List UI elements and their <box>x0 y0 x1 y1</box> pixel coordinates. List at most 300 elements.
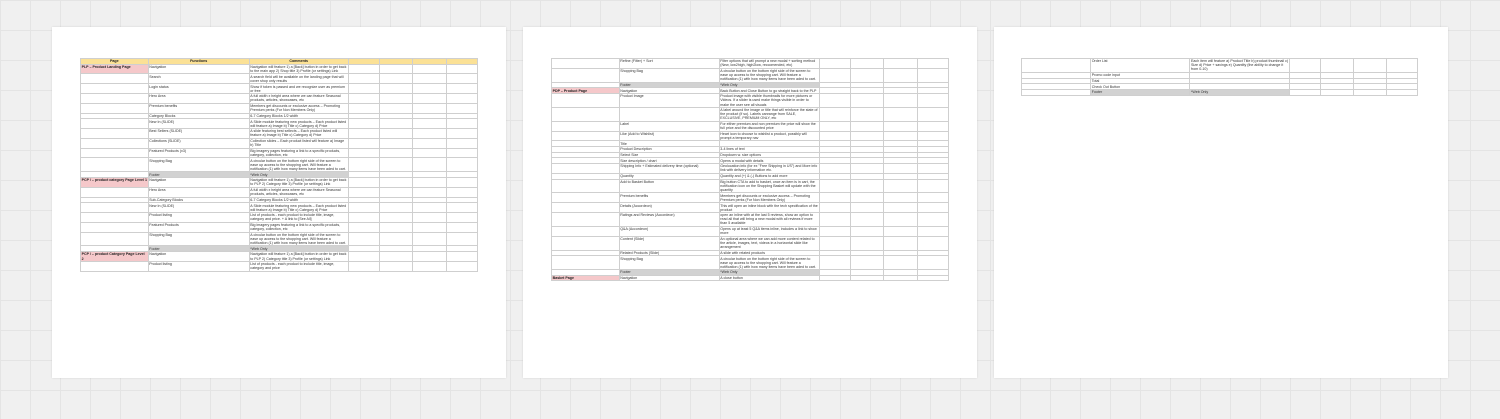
comment-cell: 3-4 lines of text <box>719 147 819 153</box>
comment-cell: Each item will feature a) Product Title b) product thumbnail c) Size d) Price + savings e) Quantity (the ability to change it from 0-10) <box>1191 59 1289 72</box>
comment-cell: List of products - each product to include title, image, category and price. + A link to [See All] <box>249 213 348 223</box>
page-cell <box>81 158 149 172</box>
empty-cell <box>819 68 850 82</box>
comment-cell: Big button CTA to add to basket, once an item is in cart, the notification icon on the Shopping Basket will update with the quantity <box>719 179 819 193</box>
empty-cell <box>819 213 850 227</box>
empty-cell <box>446 203 477 213</box>
empty-cell <box>413 74 446 84</box>
empty-cell <box>379 232 412 246</box>
empty-cell <box>379 261 412 271</box>
table-row <box>552 131 949 141</box>
sheet-page-1 <box>52 27 506 378</box>
empty-cell <box>850 107 883 121</box>
page-cell <box>1022 59 1091 73</box>
page-cell: PLP – Product Landing Page <box>81 64 149 74</box>
empty-cell <box>884 164 917 174</box>
function-cell: Order List <box>1091 59 1190 73</box>
column-header: Comments <box>249 59 348 65</box>
function-cell: Refine (Filter) + Sort <box>619 59 719 69</box>
page-cell <box>81 213 149 223</box>
page-cell <box>81 232 149 246</box>
function-cell: Shopping Bag <box>148 158 249 172</box>
spreadsheet-table <box>80 58 478 272</box>
empty-cell <box>1320 89 1353 95</box>
table-row <box>81 84 478 94</box>
empty-cell <box>850 193 883 203</box>
empty-cell <box>446 119 477 129</box>
page-cell <box>552 213 620 227</box>
table-row <box>552 107 949 121</box>
function-cell: Navigation <box>619 88 719 94</box>
empty-cell <box>413 158 446 172</box>
empty-cell <box>348 94 379 104</box>
function-cell: Size description / chart <box>619 158 719 164</box>
page-cell: PCP / – product category Page Level 1 <box>81 177 149 187</box>
empty-cell <box>884 275 917 281</box>
empty-cell <box>348 158 379 172</box>
function-cell: New In (SLIDE) <box>148 203 249 213</box>
comment-cell: A slide with related products <box>719 250 819 256</box>
table-row <box>1022 59 1418 73</box>
empty-cell <box>917 213 948 227</box>
page-cell <box>81 74 149 84</box>
empty-cell <box>413 252 446 262</box>
table-row <box>81 138 478 148</box>
page-cell <box>552 164 620 174</box>
empty-cell <box>446 261 477 271</box>
function-cell: Total <box>1091 78 1190 84</box>
function-cell: Featured Products (x3) <box>148 148 249 158</box>
empty-cell <box>819 226 850 236</box>
comment-cell: 6-7 Category Blocks 1/2 width <box>249 113 348 119</box>
function-cell: Hero Area <box>148 187 249 197</box>
empty-cell <box>446 129 477 139</box>
empty-cell <box>819 164 850 174</box>
empty-cell <box>348 119 379 129</box>
empty-cell <box>850 94 883 108</box>
spreadsheet-table <box>551 58 949 281</box>
page-cell <box>1022 89 1091 95</box>
empty-cell <box>884 256 917 270</box>
empty-cell <box>819 94 850 108</box>
empty-cell <box>379 94 412 104</box>
function-cell: Footer <box>148 246 249 252</box>
comment-cell: A search field will be available on the landing page that will cover shop only results <box>249 74 348 84</box>
function-cell: Search <box>148 74 249 84</box>
table-row <box>81 261 478 271</box>
table-row <box>552 203 949 213</box>
empty-cell <box>413 261 446 271</box>
empty-cell <box>917 275 948 281</box>
function-cell: Product listing <box>148 213 249 223</box>
table-row <box>552 256 949 270</box>
empty-cell <box>348 74 379 84</box>
empty-cell <box>819 275 850 281</box>
empty-cell <box>850 131 883 141</box>
empty-cell <box>884 59 917 69</box>
function-cell: Shopping Bag <box>619 68 719 82</box>
comment-cell: Members get discounts or exclusive access – Promoting Premium perks (For Non Members Only) <box>719 193 819 203</box>
comment-cell: Back Button and Close Button to go straight back to the PLP <box>719 88 819 94</box>
comment-cell: Quantity and (+) & (-) Buttons to add more <box>719 173 819 179</box>
empty-cell <box>413 187 446 197</box>
empty-cell <box>819 59 850 69</box>
empty-cell <box>917 68 948 82</box>
function-cell: Q&A (Accordeon) <box>619 226 719 236</box>
comment-cell: Filter options that will prompt a new modal + sorting method (New, low2high, high2low, reccomended, etc) <box>719 59 819 69</box>
comment-cell: *Web Only <box>719 270 819 276</box>
comment-cell: Geolocation info (for ex "Free Shipping in US") and More info link with delivery information etc. <box>720 164 818 173</box>
page-cell <box>552 107 620 121</box>
table-row <box>552 68 949 82</box>
function-cell: Product listing <box>148 261 249 271</box>
empty-cell <box>446 94 477 104</box>
function-cell: Promo code input <box>1091 72 1190 78</box>
empty-cell <box>379 119 412 129</box>
comment-cell: A full width x height area where we can feature Seasonal products, articles, showcases, etc <box>249 187 348 197</box>
page-cell <box>552 59 620 69</box>
function-cell: Hero Area <box>148 94 249 104</box>
comment-cell: Show if token is passed and we recognize user as premium or free <box>249 84 348 94</box>
comment-cell: *Web Only <box>249 172 348 178</box>
comment-cell: open an inline with at the last 5 reviews, show an option to read all that will bring a new modal with all reviews if more than 5 available <box>719 213 819 227</box>
comment-cell: A full width x height area where we can feature Seasonal products, articles, showcases, etc <box>249 94 348 104</box>
comment-cell: A Slide module featuring new products – Each product listed will feature a) Image b) Title c) Category d) Price <box>250 203 347 212</box>
empty-cell <box>850 256 883 270</box>
empty-cell <box>413 129 446 139</box>
comment-cell: Collection slides – Each product listed will feature a) Image b) Title <box>249 138 348 148</box>
function-cell: New In (SLIDE) <box>148 119 249 129</box>
table-row <box>81 232 478 246</box>
comment-cell: This will open an inline block with the tech specification of the product <box>720 203 818 212</box>
empty-cell <box>379 84 412 94</box>
page-cell <box>552 131 620 141</box>
table-row <box>552 236 949 250</box>
empty-cell <box>1353 89 1386 95</box>
empty-cell <box>379 213 412 223</box>
empty-cell <box>348 138 379 148</box>
table-row <box>81 158 478 172</box>
empty-cell <box>850 203 883 213</box>
empty-cell <box>917 164 948 174</box>
function-cell: Footer <box>619 82 719 88</box>
empty-cell <box>819 107 850 121</box>
comment-cell: 6-7 Category Blocks 1/2 width <box>249 197 348 203</box>
table-row <box>81 222 478 232</box>
empty-cell <box>850 236 883 250</box>
empty-cell <box>446 213 477 223</box>
table-row <box>552 213 949 227</box>
empty-cell <box>884 236 917 250</box>
empty-cell <box>850 179 883 193</box>
empty-cell <box>348 103 379 113</box>
empty-cell <box>884 107 917 121</box>
function-cell: Featured Products <box>148 222 249 232</box>
function-cell: Content (Slide) <box>619 236 719 250</box>
empty-cell <box>917 256 948 270</box>
empty-cell <box>917 226 948 236</box>
comment-cell: Opens up at least 5 Q&A items inline, includes a link to show more <box>719 226 819 236</box>
empty-cell <box>884 179 917 193</box>
table-row <box>552 179 949 193</box>
function-cell: Premium benefits <box>619 193 719 203</box>
page-cell <box>552 193 620 203</box>
page-cell <box>81 94 149 104</box>
table-row <box>81 177 478 187</box>
empty-cell <box>884 203 917 213</box>
function-cell: Like (Add to Wishlist) <box>619 131 719 141</box>
page-cell <box>81 187 149 197</box>
empty-cell <box>850 59 883 69</box>
empty-cell <box>379 222 412 232</box>
empty-cell <box>850 213 883 227</box>
empty-cell <box>379 103 412 113</box>
spreadsheet-table <box>1021 58 1418 96</box>
comment-cell: List of products - each product to include title, image, category and price <box>249 261 348 271</box>
page-cell <box>81 203 149 213</box>
table-row <box>81 103 478 113</box>
page-cell <box>81 103 149 113</box>
empty-cell <box>413 148 446 158</box>
empty-cell <box>379 138 412 148</box>
empty-cell <box>413 103 446 113</box>
empty-cell <box>1289 59 1320 73</box>
function-cell: Title <box>619 141 719 147</box>
comment-cell: A circular button on the bottom right side of the screen to ease up access to the shopping cart. Will feature a notification (1) with how many items have been aded to cart. <box>719 256 819 270</box>
empty-cell <box>379 148 412 158</box>
empty-cell <box>379 187 412 197</box>
table-row <box>1022 89 1418 95</box>
empty-cell <box>884 68 917 82</box>
empty-cell <box>1386 59 1417 73</box>
empty-cell <box>917 121 948 131</box>
empty-cell <box>884 131 917 141</box>
empty-cell <box>917 236 948 250</box>
empty-cell <box>446 177 477 187</box>
empty-cell <box>413 222 446 232</box>
comment-cell: *Web Only <box>1190 89 1289 95</box>
empty-cell <box>917 179 948 193</box>
page-cell: PCP / – product Category Page Level 2 <box>81 252 149 262</box>
empty-cell <box>850 275 883 281</box>
table-row <box>552 193 949 203</box>
function-cell <box>619 107 719 121</box>
empty-cell <box>850 121 883 131</box>
empty-cell <box>348 222 379 232</box>
empty-cell <box>884 193 917 203</box>
empty-cell <box>348 64 379 74</box>
function-cell: Label <box>619 121 719 131</box>
comment-cell: *Web Only <box>719 82 819 88</box>
empty-cell <box>446 187 477 197</box>
function-cell: Add to Basket Button <box>619 179 719 193</box>
table-row <box>81 74 478 84</box>
page-cell <box>552 256 620 270</box>
empty-cell <box>819 179 850 193</box>
empty-cell <box>379 74 412 84</box>
empty-cell <box>446 222 477 232</box>
empty-cell <box>446 84 477 94</box>
empty-cell <box>917 203 948 213</box>
empty-cell <box>348 261 379 271</box>
function-cell: Check Out Button <box>1091 84 1190 90</box>
empty-cell <box>413 232 446 246</box>
comment-cell: Dropdown w. size options <box>719 152 819 158</box>
empty-cell <box>884 213 917 227</box>
function-cell: Shopping Bag <box>148 232 249 246</box>
empty-cell <box>413 203 446 213</box>
function-cell: Details (Accordeon) <box>619 203 719 213</box>
empty-cell <box>446 64 477 74</box>
comment-cell: Members get discounts or exclusive access – Promoting Premium perks (For Non Members Only) <box>249 103 348 113</box>
function-cell: Footer <box>619 270 719 276</box>
empty-cell <box>446 232 477 246</box>
table-row <box>81 64 478 74</box>
comment-cell: Navigation will feature 1) a [Back] button in order to get back to PLP 2) Category title 3) Profile (or settings) Link <box>250 178 347 187</box>
comment-cell: A label around the image or title that will reinforce the state of the product (if so). Labels canrange from SALE, EXCLUSIVE, PREMIUM ONLY, etc <box>720 108 818 121</box>
comment-cell: An optional area where we can add more content related to the article, images, text, videos in a horizontal slide like arrangement <box>719 236 819 250</box>
empty-cell <box>379 203 412 213</box>
empty-cell <box>413 119 446 129</box>
page-cell <box>552 203 620 213</box>
page-cell <box>81 261 149 271</box>
page-cell <box>81 84 149 94</box>
empty-cell <box>884 226 917 236</box>
empty-cell <box>379 177 412 187</box>
table-row <box>81 187 478 197</box>
empty-cell <box>884 121 917 131</box>
empty-cell <box>1386 89 1417 95</box>
empty-cell <box>819 131 850 141</box>
comment-cell: A Slide module featuring new products – Each product listed will feature a) Image b) Title c) Category d) Price <box>250 119 347 128</box>
empty-cell <box>348 232 379 246</box>
empty-cell <box>884 94 917 108</box>
empty-cell <box>917 107 948 121</box>
function-cell: Product Description <box>619 147 719 153</box>
function-cell: Shipping Info + Estimated delivery time (optional) <box>619 164 719 174</box>
table-row <box>81 252 478 262</box>
function-cell: Sub-Category Blocks <box>148 197 249 203</box>
page-cell: PDP – Product Page <box>552 88 620 94</box>
comment-cell: A circular button on the bottom right side of the screen to ease up access to the shopping cart. Will feature a notification (1) with how many items have been aded to cart. <box>249 232 348 246</box>
column-header: Functions <box>148 59 249 65</box>
comment-cell: Navigation will feature 1) a [Back] button in order to get back to the main app 2) Shop title 3) Profile (or settings) Link <box>250 64 347 74</box>
empty-cell <box>348 252 379 262</box>
function-cell: Login status <box>148 84 249 94</box>
empty-cell <box>850 68 883 82</box>
function-cell: Ratings and Reviews (Accordeon) <box>619 213 719 227</box>
empty-cell <box>819 256 850 270</box>
comment-cell: A circular button on the bottom right side of the screen to ease up access to the shopping cart. Will feature a notification (1) with how many items have been aded to cart. <box>719 68 819 82</box>
page-cell <box>552 226 620 236</box>
column-header: Page <box>81 59 149 65</box>
empty-cell <box>348 213 379 223</box>
empty-cell <box>348 129 379 139</box>
function-cell: Premium benefits <box>148 103 249 113</box>
empty-cell <box>1353 59 1386 73</box>
comment-cell: A close button <box>719 275 819 281</box>
function-cell: Navigation <box>148 177 249 187</box>
page-cell <box>552 121 620 131</box>
table-row <box>81 203 478 213</box>
empty-cell <box>348 187 379 197</box>
comment-cell: Heart icon to choose to wishlist a product, possibly will prompt a temporary nav <box>719 131 819 141</box>
empty-cell <box>819 121 850 131</box>
table-row <box>552 121 949 131</box>
table-row <box>81 129 478 139</box>
page-cell <box>81 222 149 232</box>
empty-cell <box>413 213 446 223</box>
comment-cell: Big imagery pages featuring a link to a specific products, category, collection, etc <box>249 148 348 158</box>
function-cell: Quantity <box>619 173 719 179</box>
comment-cell: A circular button on the bottom right side of the screen to ease up access to the shopping cart. Will feature a notification (1) with how many items have been aded to cart. <box>249 158 348 172</box>
comment-cell: For either premium and non premium the price will show the full price and the discounted price <box>719 121 819 131</box>
empty-cell <box>819 236 850 250</box>
page-cell <box>552 179 620 193</box>
empty-cell <box>446 138 477 148</box>
empty-cell <box>1320 59 1353 73</box>
empty-cell <box>348 148 379 158</box>
comment-cell: Product image with visible thumbnails for more pictures or Videos. If a slider is used make things visible in order to make the user see all visuals <box>719 94 819 108</box>
empty-cell <box>446 158 477 172</box>
empty-cell <box>379 129 412 139</box>
function-cell: Navigation <box>148 252 249 262</box>
function-cell: Best Sellers (SLIDE) <box>148 129 249 139</box>
page-cell <box>81 119 149 129</box>
function-cell: Navigation <box>619 275 719 281</box>
sheet-page-3 <box>994 27 1448 378</box>
empty-cell <box>819 193 850 203</box>
empty-cell <box>917 131 948 141</box>
page-cell: Basket Page <box>552 275 620 281</box>
table-row <box>81 94 478 104</box>
comment-cell: Opens a modal with details <box>719 158 819 164</box>
empty-cell <box>413 138 446 148</box>
page-cell <box>81 148 149 158</box>
empty-cell <box>379 158 412 172</box>
empty-cell <box>348 177 379 187</box>
empty-cell <box>917 94 948 108</box>
comment-cell: Big imagery pages featuring a link to a specific products, category, collection, etc <box>249 222 348 232</box>
table-row <box>81 213 478 223</box>
function-cell: Category Blocks <box>148 113 249 119</box>
empty-cell <box>819 203 850 213</box>
empty-cell <box>446 148 477 158</box>
empty-cell <box>917 59 948 69</box>
empty-cell <box>413 64 446 74</box>
table-row <box>552 94 949 108</box>
function-cell: Select Size <box>619 152 719 158</box>
empty-cell <box>446 252 477 262</box>
page-cell <box>81 129 149 139</box>
function-cell: Related Products (Slide) <box>619 250 719 256</box>
table-row <box>81 148 478 158</box>
empty-cell <box>850 226 883 236</box>
empty-cell <box>917 193 948 203</box>
sheet-page-2 <box>523 27 977 378</box>
table-row <box>552 226 949 236</box>
comment-cell: Navigation will feature 1) a [Back] button in order to get back to PLP 2) Category title 3) Profile (or settings) Link <box>250 252 347 261</box>
table-row <box>81 119 478 129</box>
table-row <box>552 275 949 281</box>
empty-cell <box>446 74 477 84</box>
empty-cell <box>379 64 412 74</box>
page-cell <box>81 138 149 148</box>
empty-cell <box>413 177 446 187</box>
function-cell: Navigation <box>148 64 249 74</box>
page-cell <box>552 236 620 250</box>
empty-cell <box>348 84 379 94</box>
